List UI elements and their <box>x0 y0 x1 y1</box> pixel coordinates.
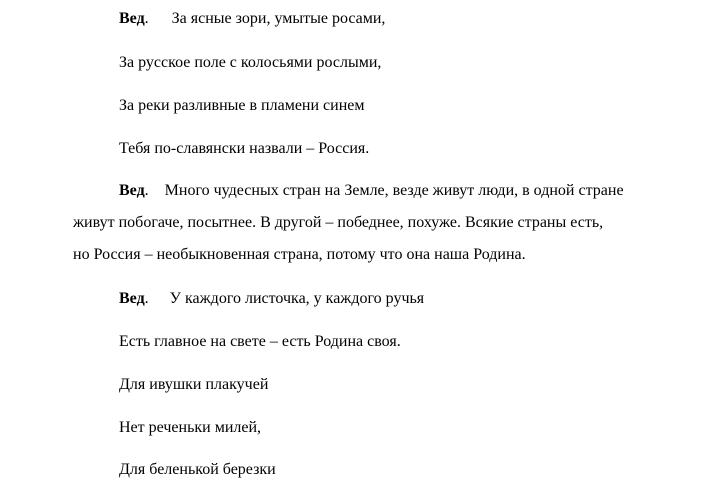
speaker-dot: . <box>144 10 149 27</box>
poem-line: Нет реченьки милей, <box>119 419 262 436</box>
speaker-label: Вед <box>119 290 145 307</box>
poem-line: Для беленькой березки <box>119 461 276 478</box>
speaker-dot: . <box>144 182 149 199</box>
poem-line <box>119 289 424 309</box>
poem-line: Для ивушки плакучей <box>119 376 269 393</box>
text-line: У каждого листочка, у каждого ручья <box>169 290 425 307</box>
text-line: За ясные зори, умытые росами, <box>171 10 386 27</box>
poem-line: Есть главное на свете – есть Родина своя. <box>119 333 401 350</box>
speaker-label: Вед <box>119 10 145 27</box>
poem-line: За русское поле с колосьями рослыми, <box>119 54 382 71</box>
paragraph-line: живут побогаче, посытнее. В другой – победнее, похуже. Всякие страны есть, <box>73 214 604 231</box>
poem-line <box>119 9 385 29</box>
text-line: Много чудесных стран на Земле, везде живут люди, в одной стране <box>164 182 624 199</box>
speaker-dot: . <box>144 290 149 307</box>
paragraph-line: но Россия – необыкновенная страна, потому что она наша Родина. <box>73 246 526 263</box>
poem-line: Тебя по-славянски назвали – Россия. <box>119 140 370 157</box>
paragraph-line <box>119 181 624 201</box>
speaker-label: Вед <box>119 182 145 199</box>
poem-line: За реки разливные в пламени синем <box>119 97 365 114</box>
